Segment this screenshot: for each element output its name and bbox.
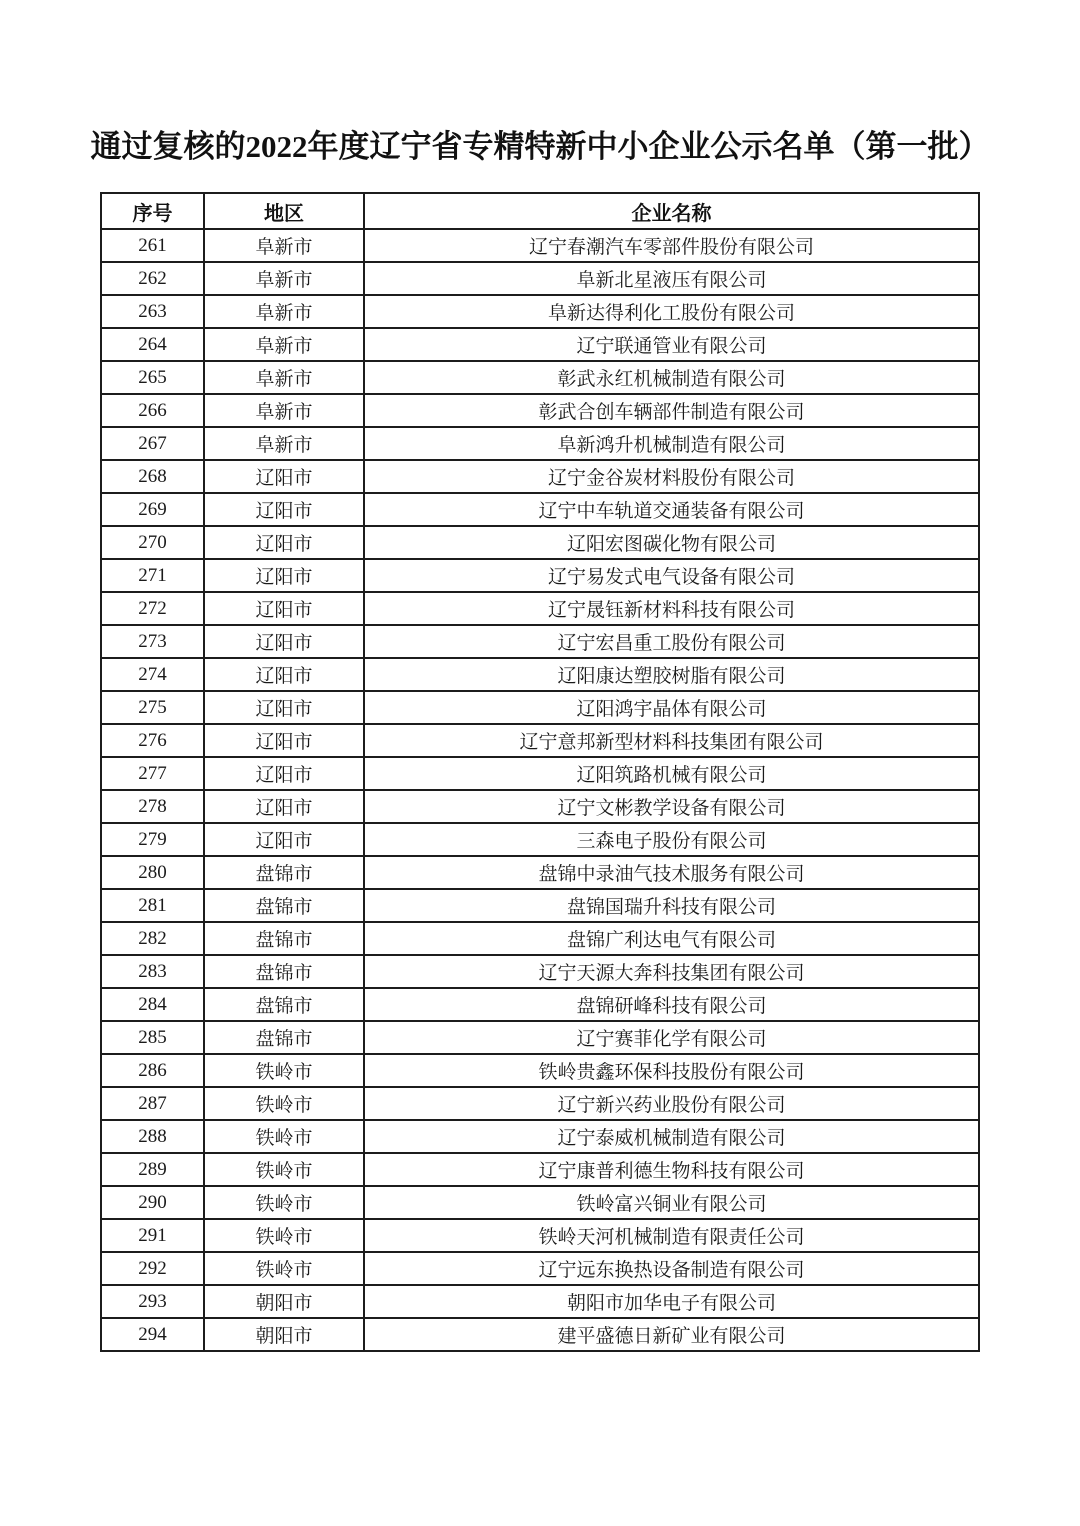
row-region-cell: 盘锦市 (204, 988, 364, 1021)
row-region-cell: 阜新市 (204, 427, 364, 460)
row-no-cell: 265 (101, 361, 204, 394)
row-region-cell: 铁岭市 (204, 1087, 364, 1120)
row-company-cell: 盘锦研峰科技有限公司 (364, 988, 979, 1021)
row-region-cell: 阜新市 (204, 229, 364, 262)
row-no-cell: 276 (101, 724, 204, 757)
row-region-cell: 盘锦市 (204, 922, 364, 955)
table-row (101, 460, 979, 493)
row-no-cell: 291 (101, 1219, 204, 1252)
row-no-cell: 278 (101, 790, 204, 823)
table-row (101, 658, 979, 691)
row-company-cell: 三森电子股份有限公司 (364, 823, 979, 856)
table-row (101, 955, 979, 988)
row-region-cell: 铁岭市 (204, 1120, 364, 1153)
table-row (101, 229, 979, 262)
table-row (101, 394, 979, 427)
row-company-cell: 辽宁宏昌重工股份有限公司 (364, 625, 979, 658)
row-no-cell: 281 (101, 889, 204, 922)
row-no-cell: 288 (101, 1120, 204, 1153)
row-region-cell: 阜新市 (204, 262, 364, 295)
row-region-cell: 盘锦市 (204, 889, 364, 922)
row-company-cell: 辽阳康达塑胶树脂有限公司 (364, 658, 979, 691)
row-company-cell: 辽阳宏图碳化物有限公司 (364, 526, 979, 559)
row-company-cell: 辽宁远东换热设备制造有限公司 (364, 1252, 979, 1285)
row-region-cell: 辽阳市 (204, 658, 364, 691)
row-region-cell: 辽阳市 (204, 625, 364, 658)
table-row (101, 790, 979, 823)
row-company-cell: 辽宁晟钰新材料科技有限公司 (364, 592, 979, 625)
table-row (101, 691, 979, 724)
table-header-row (101, 193, 979, 229)
row-company-cell: 朝阳市加华电子有限公司 (364, 1285, 979, 1318)
table-row (101, 889, 979, 922)
row-no-cell: 261 (101, 229, 204, 262)
row-no-cell: 280 (101, 856, 204, 889)
row-region-cell: 铁岭市 (204, 1054, 364, 1087)
row-company-cell: 建平盛德日新矿业有限公司 (364, 1318, 979, 1351)
table-row (101, 1021, 979, 1054)
table-row (101, 1054, 979, 1087)
table-row (101, 328, 979, 361)
table-row (101, 1318, 979, 1351)
table-row (101, 1219, 979, 1252)
row-company-cell: 阜新北星液压有限公司 (364, 262, 979, 295)
row-company-cell: 辽宁天源大奔科技集团有限公司 (364, 955, 979, 988)
row-region-cell: 辽阳市 (204, 757, 364, 790)
row-company-cell: 阜新达得利化工股份有限公司 (364, 295, 979, 328)
row-company-cell: 铁岭贵鑫环保科技股份有限公司 (364, 1054, 979, 1087)
page-title: 通过复核的2022年度辽宁省专精特新中小企业公示名单（第一批） (90, 129, 990, 164)
row-region-cell: 辽阳市 (204, 691, 364, 724)
row-no-cell: 269 (101, 493, 204, 526)
row-no-cell: 294 (101, 1318, 204, 1351)
row-company-cell: 盘锦中录油气技术服务有限公司 (364, 856, 979, 889)
row-region-cell: 辽阳市 (204, 493, 364, 526)
row-company-cell: 辽宁赛菲化学有限公司 (364, 1021, 979, 1054)
row-company-cell: 辽宁新兴药业股份有限公司 (364, 1087, 979, 1120)
table-row (101, 493, 979, 526)
row-company-cell: 辽宁春潮汽车零部件股份有限公司 (364, 229, 979, 262)
row-region-cell: 阜新市 (204, 394, 364, 427)
row-no-cell: 271 (101, 559, 204, 592)
row-region-cell: 辽阳市 (204, 559, 364, 592)
row-region-cell: 铁岭市 (204, 1219, 364, 1252)
table-row (101, 1186, 979, 1219)
table-row (101, 823, 979, 856)
row-no-cell: 266 (101, 394, 204, 427)
row-company-cell: 阜新鸿升机械制造有限公司 (364, 427, 979, 460)
row-company-cell: 辽阳筑路机械有限公司 (364, 757, 979, 790)
row-company-cell: 辽宁康普利德生物科技有限公司 (364, 1153, 979, 1186)
row-no-cell: 263 (101, 295, 204, 328)
table-row (101, 262, 979, 295)
row-no-cell: 283 (101, 955, 204, 988)
row-region-cell: 辽阳市 (204, 592, 364, 625)
row-no-cell: 267 (101, 427, 204, 460)
row-company-cell: 辽阳鸿宇晶体有限公司 (364, 691, 979, 724)
table-row (101, 295, 979, 328)
row-no-cell: 270 (101, 526, 204, 559)
row-company-cell: 彰武永红机械制造有限公司 (364, 361, 979, 394)
row-no-cell: 268 (101, 460, 204, 493)
row-company-cell: 辽宁联通管业有限公司 (364, 328, 979, 361)
row-company-cell: 铁岭富兴铜业有限公司 (364, 1186, 979, 1219)
row-region-cell: 阜新市 (204, 361, 364, 394)
row-no-cell: 289 (101, 1153, 204, 1186)
column-header-company: 企业名称 (364, 193, 979, 229)
row-region-cell: 朝阳市 (204, 1318, 364, 1351)
table-row (101, 559, 979, 592)
row-no-cell: 274 (101, 658, 204, 691)
row-region-cell: 盘锦市 (204, 856, 364, 889)
row-company-cell: 辽宁意邦新型材料科技集团有限公司 (364, 724, 979, 757)
table-row (101, 724, 979, 757)
table-row (101, 1120, 979, 1153)
column-header-region: 地区 (204, 193, 364, 229)
row-company-cell: 铁岭天河机械制造有限责任公司 (364, 1219, 979, 1252)
row-no-cell: 292 (101, 1252, 204, 1285)
table-row (101, 526, 979, 559)
row-no-cell: 264 (101, 328, 204, 361)
row-region-cell: 铁岭市 (204, 1153, 364, 1186)
row-region-cell: 辽阳市 (204, 526, 364, 559)
row-no-cell: 284 (101, 988, 204, 1021)
column-header-no: 序号 (101, 193, 204, 229)
row-no-cell: 279 (101, 823, 204, 856)
row-region-cell: 铁岭市 (204, 1252, 364, 1285)
row-region-cell: 阜新市 (204, 328, 364, 361)
table-row (101, 1285, 979, 1318)
company-list-table (100, 192, 980, 1352)
row-region-cell: 辽阳市 (204, 460, 364, 493)
row-no-cell: 273 (101, 625, 204, 658)
row-company-cell: 辽宁易发式电气设备有限公司 (364, 559, 979, 592)
row-company-cell: 辽宁泰威机械制造有限公司 (364, 1120, 979, 1153)
row-company-cell: 盘锦国瑞升科技有限公司 (364, 889, 979, 922)
row-no-cell: 262 (101, 262, 204, 295)
row-region-cell: 辽阳市 (204, 823, 364, 856)
row-company-cell: 辽宁金谷炭材料股份有限公司 (364, 460, 979, 493)
row-region-cell: 盘锦市 (204, 955, 364, 988)
table-body (101, 229, 979, 1351)
row-no-cell: 293 (101, 1285, 204, 1318)
row-no-cell: 285 (101, 1021, 204, 1054)
row-company-cell: 盘锦广利达电气有限公司 (364, 922, 979, 955)
row-no-cell: 272 (101, 592, 204, 625)
table-row (101, 625, 979, 658)
row-region-cell: 辽阳市 (204, 790, 364, 823)
table-row (101, 1252, 979, 1285)
row-no-cell: 287 (101, 1087, 204, 1120)
row-no-cell: 277 (101, 757, 204, 790)
table-row (101, 757, 979, 790)
table-row (101, 592, 979, 625)
row-region-cell: 阜新市 (204, 295, 364, 328)
row-region-cell: 朝阳市 (204, 1285, 364, 1318)
row-no-cell: 282 (101, 922, 204, 955)
row-no-cell: 275 (101, 691, 204, 724)
table-row (101, 1087, 979, 1120)
table-row (101, 1153, 979, 1186)
table-row (101, 988, 979, 1021)
row-no-cell: 286 (101, 1054, 204, 1087)
row-region-cell: 铁岭市 (204, 1186, 364, 1219)
table-row (101, 361, 979, 394)
row-no-cell: 290 (101, 1186, 204, 1219)
table-row (101, 427, 979, 460)
row-company-cell: 彰武合创车辆部件制造有限公司 (364, 394, 979, 427)
table-row (101, 922, 979, 955)
row-company-cell: 辽宁文彬教学设备有限公司 (364, 790, 979, 823)
table-row (101, 856, 979, 889)
row-region-cell: 辽阳市 (204, 724, 364, 757)
row-region-cell: 盘锦市 (204, 1021, 364, 1054)
row-company-cell: 辽宁中车轨道交通装备有限公司 (364, 493, 979, 526)
